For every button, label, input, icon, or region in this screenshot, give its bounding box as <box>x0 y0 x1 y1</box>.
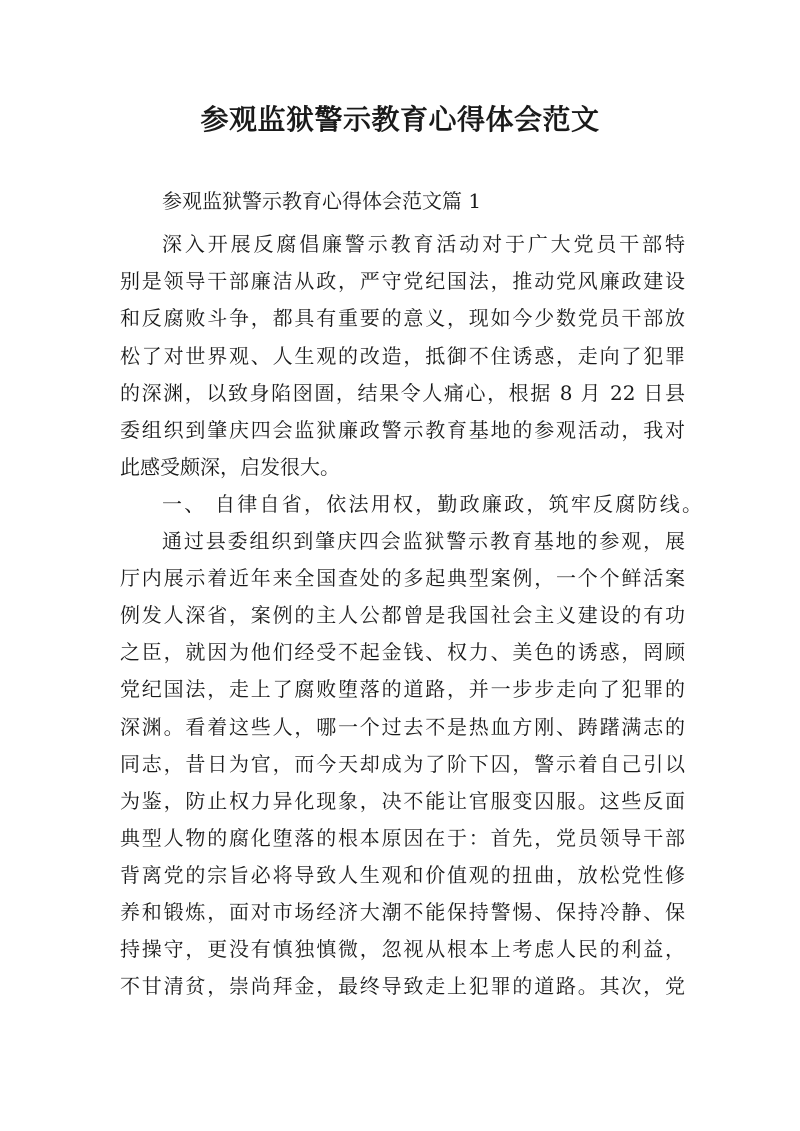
paragraph-line: 养和锻炼，面对市场经济大潮不能保持警惕、保持冷静、保 <box>120 900 685 924</box>
paragraph-line: 之臣，就因为他们经受不起金钱、权力、美色的诱惑，罔顾 <box>120 640 685 664</box>
paragraph-line: 此感受颇深，启发很大。 <box>120 455 340 479</box>
paragraph-line: 持操守，更没有慎独慎微，忽视从根本上考虑人民的利益， <box>120 937 685 961</box>
section-heading: 参观监狱警示教育心得体会范文篇 1 <box>162 189 482 213</box>
paragraph-line: 松了对世界观、人生观的改造，抵御不住诱惑，走向了犯罪 <box>120 344 685 368</box>
paragraph-line: 同志，昔日为官，而今天却成为了阶下囚，警示着自己引以 <box>120 752 685 776</box>
paragraph-line: 委组织到肇庆四会监狱廉政警示教育基地的参观活动，我对 <box>120 418 685 442</box>
paragraph-line: 为鉴，防止权力异化现象，决不能让官服变囚服。这些反面 <box>120 789 685 813</box>
paragraph-line: 典型人物的腐化堕落的根本原因在于：首先，党员领导干部 <box>120 826 685 850</box>
paragraph-line: 通过县委组织到肇庆四会监狱警示教育基地的参观，展 <box>162 529 685 553</box>
paragraph-line: 深入开展反腐倡廉警示教育活动对于广大党员干部特 <box>162 232 685 256</box>
paragraph-line: 厅内展示着近年来全国查处的多起典型案例，一个个鲜活案 <box>120 566 685 590</box>
document-title: 参观监狱警示教育心得体会范文 <box>200 103 600 136</box>
paragraph-line: 党纪国法，走上了腐败堕落的道路，并一步步走向了犯罪的 <box>120 677 685 701</box>
paragraph-line: 背离党的宗旨必将导致人生观和价值观的扭曲，放松党性修 <box>120 863 685 887</box>
paragraph-line: 别是领导干部廉洁从政，严守党纪国法，推动党风廉政建设 <box>120 269 685 293</box>
paragraph-line: 的深渊，以致身陷囹圄，结果令人痛心，根据 8 月 22 日县 <box>120 381 685 405</box>
paragraph-line: 例发人深省，案例的主人公都曾是我国社会主义建设的有功 <box>120 603 685 627</box>
paragraph-line: 不甘清贫，崇尚拜金，最终导致走上犯罪的道路。其次，党 <box>120 974 685 998</box>
section-heading: 一、 自律自省，依法用权，勤政廉政，筑牢反腐防线。 <box>162 492 702 516</box>
paragraph-line: 深渊。看着这些人，哪一个过去不是热血方刚、踌躇满志的 <box>120 715 685 739</box>
paragraph-line: 和反腐败斗争，都具有重要的意义，现如今少数党员干部放 <box>120 306 685 330</box>
